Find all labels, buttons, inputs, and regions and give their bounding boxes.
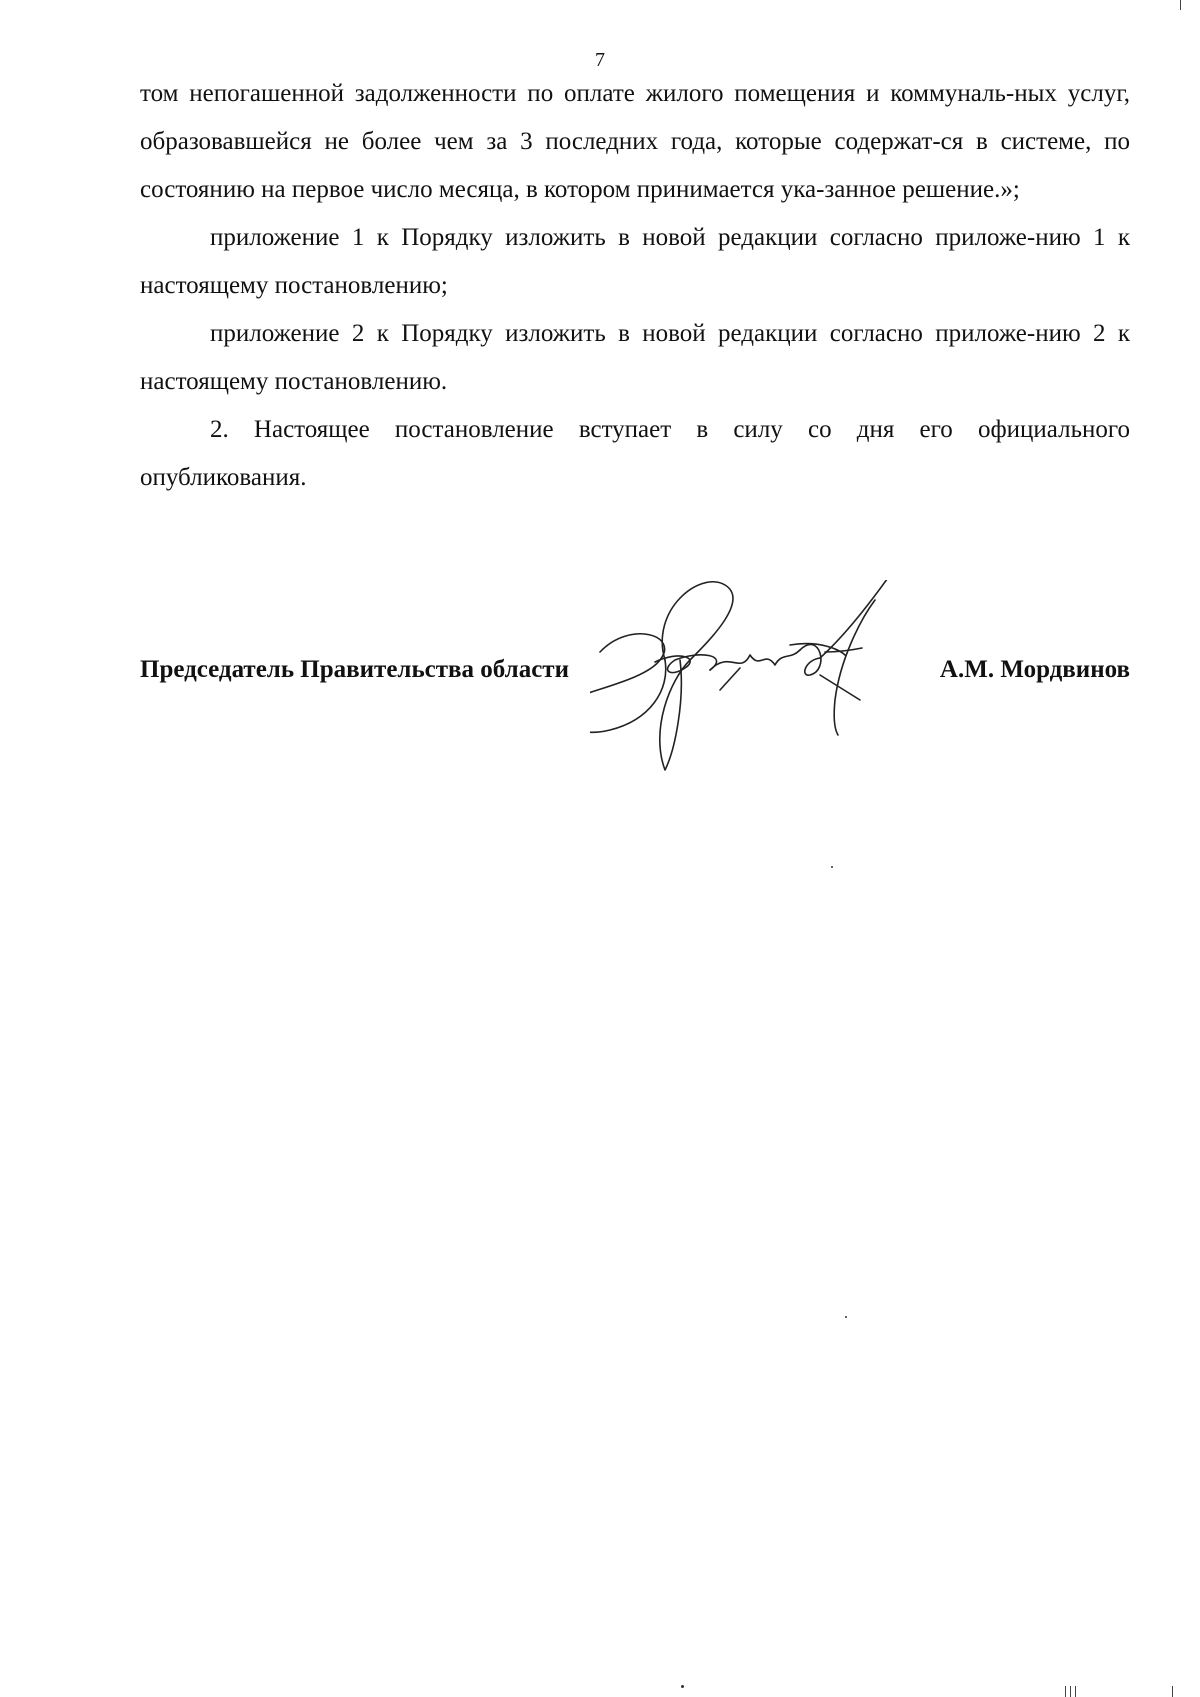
handwritten-signature [590,580,950,790]
scan-edge-mark [1065,1686,1066,1697]
body-text [140,70,1130,502]
scan-edge-mark [1075,1686,1076,1697]
paragraph-effective-date: 2. Настоящее постановление вступает в силу со дня его официального опубликования. [140,416,1130,491]
scan-edge-mark [1180,0,1181,10]
paragraph-appendix-2: приложение 2 к Порядку изложить в новой редакции согласно приложе-нию 2 к настоящему постановлению. [140,320,1130,395]
signer-name: А.М. Мордвинов [939,656,1130,683]
scan-speck [845,1316,847,1318]
scan-speck [681,1685,684,1688]
paragraph-appendix-1: приложение 1 к Порядку изложить в новой редакции согласно приложе-нию 1 к настоящему постановлению; [140,224,1130,299]
scan-edge-mark [1172,1686,1173,1697]
scan-speck [831,866,833,868]
scan-edge-mark [1070,1686,1071,1697]
paragraph-continuation: том непогашенной задолженности по оплате жилого помещения и коммуналь-ных услуг, образовавшейся не более чем за 3 последних года, которые содержат-ся в системе, по состоянию на первое число месяца, в котором принимается ука-занное решение.»; [140,80,1130,203]
page-number: 7 [595,49,605,71]
signer-title: Председатель Правительства области [140,656,569,683]
